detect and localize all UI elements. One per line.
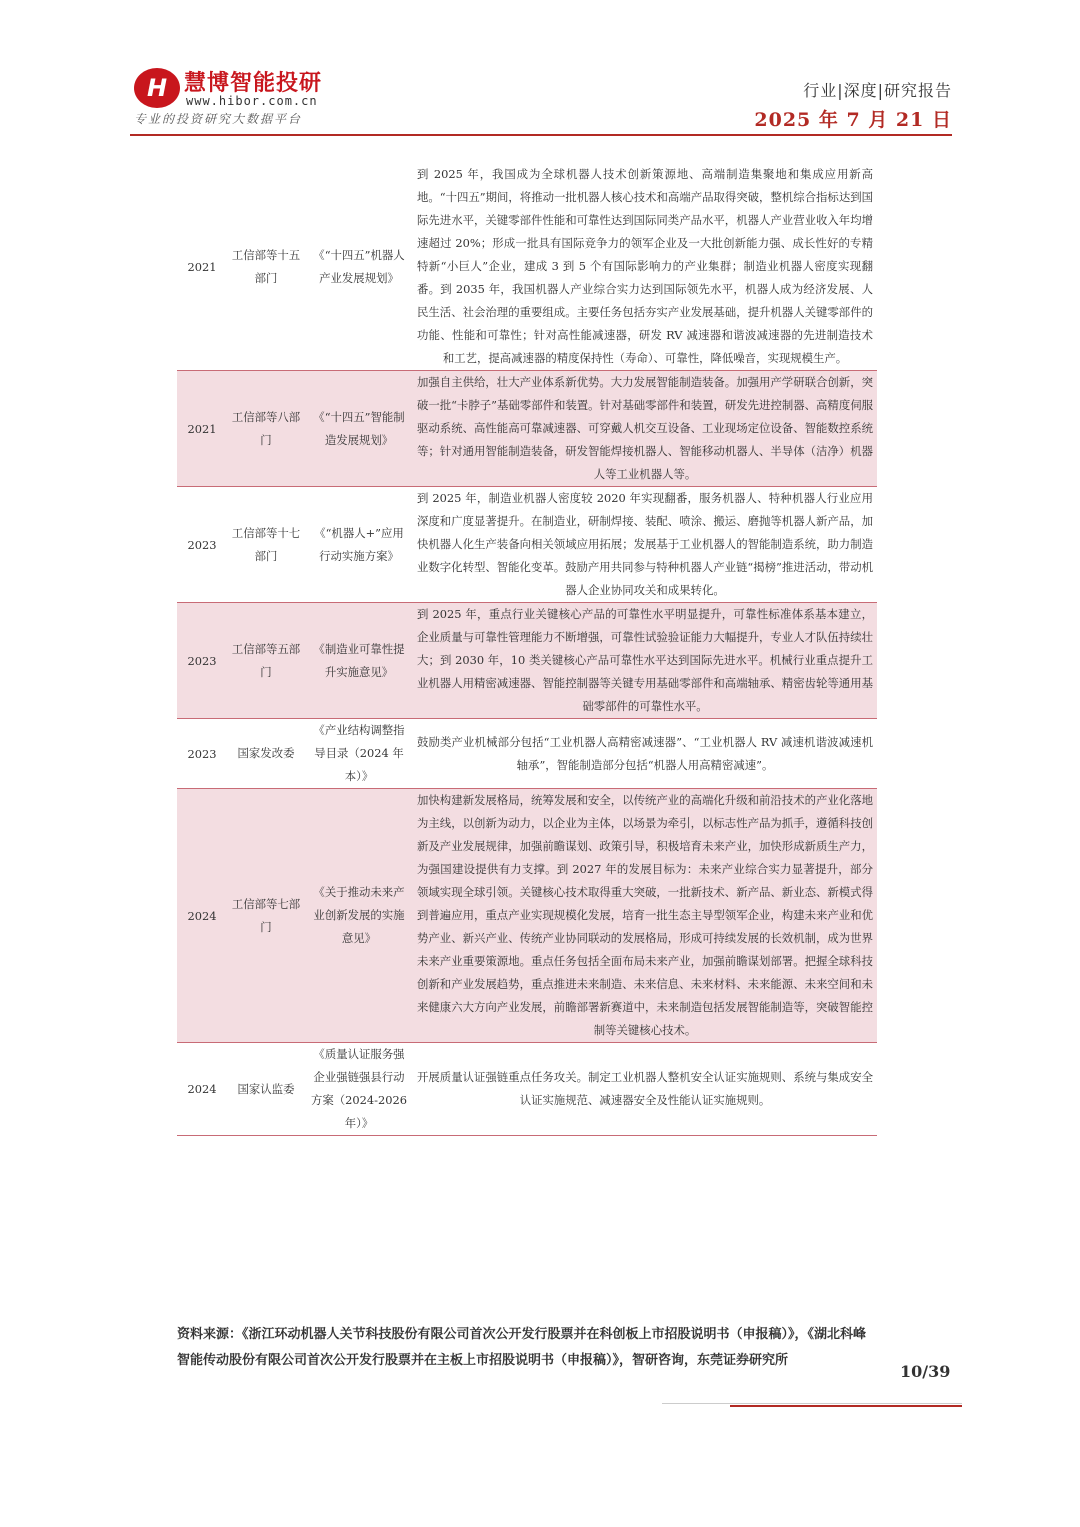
year-cell: 2024 <box>187 1082 217 1096</box>
report-header <box>754 78 952 132</box>
footer-accent-rule <box>730 1405 962 1407</box>
policy-table <box>177 163 877 1136</box>
content-cell: 鼓励类产业机械部分包括“工业机器人高精密减速器”、“工业机器人 RV 减速机谐波减速机轴承”，智能制造部分包括“机器人用高精密减速”。 <box>417 734 874 772</box>
header-divider <box>130 134 952 136</box>
content-cell: 到 2025 年，制造业机器人密度较 2020 年实现翻番，服务机器人、特种机器人行业应用深度和广度显著提升。在制造业，研制焊接、装配、喷涂、搬运、磨抛等机器人新产品，加快机器人化生产装备向相关领域应用拓展；发展基于工业机器人的智能制造系统，助力制造业数字化转型、智能化变革。鼓励产用共同参与特种机器人产业链“揭榜”推进活动，带动机器人企业协同攻关和成果转化。 <box>417 491 873 597</box>
content-cell: 到 2025 年，重点行业关键核心产品的可靠性水平明显提升，可靠性标准体系基本建立，企业质量与可靠性管理能力不断增强，可靠性试验验证能力大幅提升，专业人才队伍持续壮大；到 2030 年，10 类关键核心产品可靠性水平达到国际先进水平。机械行业重点提升工业机器人用精密减速器、智能控制器等关键专用基础零部件和高端轴承、精密齿轮等通用基础零部件的可靠性水平。 <box>413 603 877 719</box>
department-cell: 工信部等十五部门 <box>231 247 301 285</box>
year-cell: 2021 <box>177 371 227 487</box>
page-number: 10/39 <box>900 1362 951 1381</box>
department-cell: 工信部等五部门 <box>227 603 305 719</box>
footer-rule <box>662 1403 962 1404</box>
content-cell: 开展质量认证强链重点任务攻关。制定工业机器人整机安全认证实施规则、系统与集成安全认证实施规范、减速器安全及性能认证实施规则。 <box>417 1070 873 1107</box>
table-row <box>177 371 877 487</box>
table-row <box>177 1043 877 1136</box>
document-cell: 《质量认证服务强企业强链强县行动方案（2024-2026 年）》 <box>311 1047 407 1130</box>
content-cell: 到 2025 年，我国成为全球机器人技术创新策源地、高端制造集聚地和集成应用新高地。“十四五”期间，将推动一批机器人核心技术和高端产品取得突破，整机综合指标达到国际先进水平，关键零部件性能和可靠性达到国际同类产品水平，机器人产业营业收入年均增速超过 20%；形成一批具有国际竞争力的领军企业及一大批创新能力强、成长性好的专精特新“小巨人”企业，建成 3 到 5 个有国际影响力的产业集群；制造业机器人密度实现翻番。到 2035 年，我国机器人产业综合实力达到国际领先水平，机器人成为经济发展、人民生活、社会治理的重要组成。主要任务包括夯实产业发展基础，提升机器人关键零部件的功能、性能和可靠性；针对高性能减速器，研发 RV 减速器和谐波减速器的先进制造技术和工艺，提高减速器的精度保持性（寿命）、可靠性，降低噪音，实现规模生产。 <box>417 167 873 365</box>
document-cell: 《产业结构调整指导目录（2024 年本）》 <box>313 723 405 783</box>
hibor-logo <box>134 66 334 128</box>
source-note: 资料来源：《浙江环动机器人关节科技股份有限公司首次公开发行股票并在科创板上市招股说明书（申报稿）》，《湖北科峰智能传动股份有限公司首次公开发行股票并在主板上市招股说明书（申报稿）》，智研咨询，东莞证券研究所 <box>177 1327 867 1368</box>
document-cell: 《关于推动未来产业创新发展的实施意见》 <box>305 789 413 1043</box>
department-cell: 工信部等十七部门 <box>231 525 301 563</box>
table-row <box>177 163 877 371</box>
content-cell: 加强自主供给，壮大产业体系新优势。大力发展智能制造装备。加强用产学研联合创新，突破一批“卡脖子”基础零部件和装置。针对基础零部件和装置，研发先进控制器、高精度伺服驱动系统、高性能高可靠减速器、可穿戴人机交互设备、工业现场定位设备、智能数控系统等；针对通用智能制造装备，研发智能焊接机器人、智能移动机器人、半导体（洁净）机器人等工业机器人等。 <box>413 371 877 487</box>
table-row <box>177 603 877 719</box>
document-cell: 《“十四五”智能制造发展规划》 <box>305 371 413 487</box>
department-cell: 工信部等八部门 <box>227 371 305 487</box>
table-row <box>177 719 877 789</box>
document-cell: 《制造业可靠性提升实施意见》 <box>305 603 413 719</box>
table-row <box>177 789 877 1043</box>
table-row <box>177 487 877 603</box>
department-cell: 国家认监委 <box>237 1081 295 1096</box>
department-cell: 工信部等七部门 <box>227 789 305 1043</box>
year-cell: 2023 <box>187 746 217 761</box>
year-cell: 2024 <box>177 789 227 1043</box>
document-cell: 《“十四五”机器人产业发展规划》 <box>313 247 405 285</box>
hibor-logo-url: www.hibor.com.cn <box>186 94 318 108</box>
report-date: 2025 年 7 月 21 日 <box>754 109 952 131</box>
hibor-logo-name: 慧博智能投研 <box>184 71 323 96</box>
department-cell: 国家发改委 <box>237 746 295 760</box>
year-cell: 2023 <box>187 537 217 552</box>
content-cell: 加快构建新发展格局，统筹发展和安全，以传统产业的高端化升级和前沿技术的产业化落地为主线，以创新为动力，以企业为主体，以场景为牵引，以标志性产品为抓手，遵循科技创新及产业发展规律，加强前瞻谋划、政策引导，积极培育未来产业，加快形成新质生产力，为强国建设提供有力支撑。到 2027 年的发展目标为：未来产业综合实力显著提升，部分领域实现全球引领。关键核心技术取得重大突破，一批新技术、新产品、新业态、新模式得到普遍应用，重点产业实现规模化发展，培育一批生态主导型领军企业，构建未来产业和优势产业、新兴产业、传统产业协同联动的发展格局，形成可持续发展的长效机制，成为世界未来产业重要策源地。重点任务包括全面布局未来产业，加强前瞻谋划部署。把握全球科技创新和产业发展趋势，重点推进未来制造、未来信息、未来材料、未来能源、未来空间和未来健康六大方向产业发展，前瞻部署新赛道中，未来制造包括发展智能制造等，突破智能控制等关键核心技术。 <box>413 789 877 1043</box>
document-cell: 《“机器人+”应用行动实施方案》 <box>314 525 404 563</box>
year-cell: 2021 <box>187 259 217 274</box>
hibor-logo-slogan: 专业的投资研究大数据平台 <box>134 112 303 126</box>
report-category: 行业|深度|研究报告 <box>803 81 952 100</box>
year-cell: 2023 <box>177 603 227 719</box>
hibor-logo-mark: H <box>134 68 180 108</box>
